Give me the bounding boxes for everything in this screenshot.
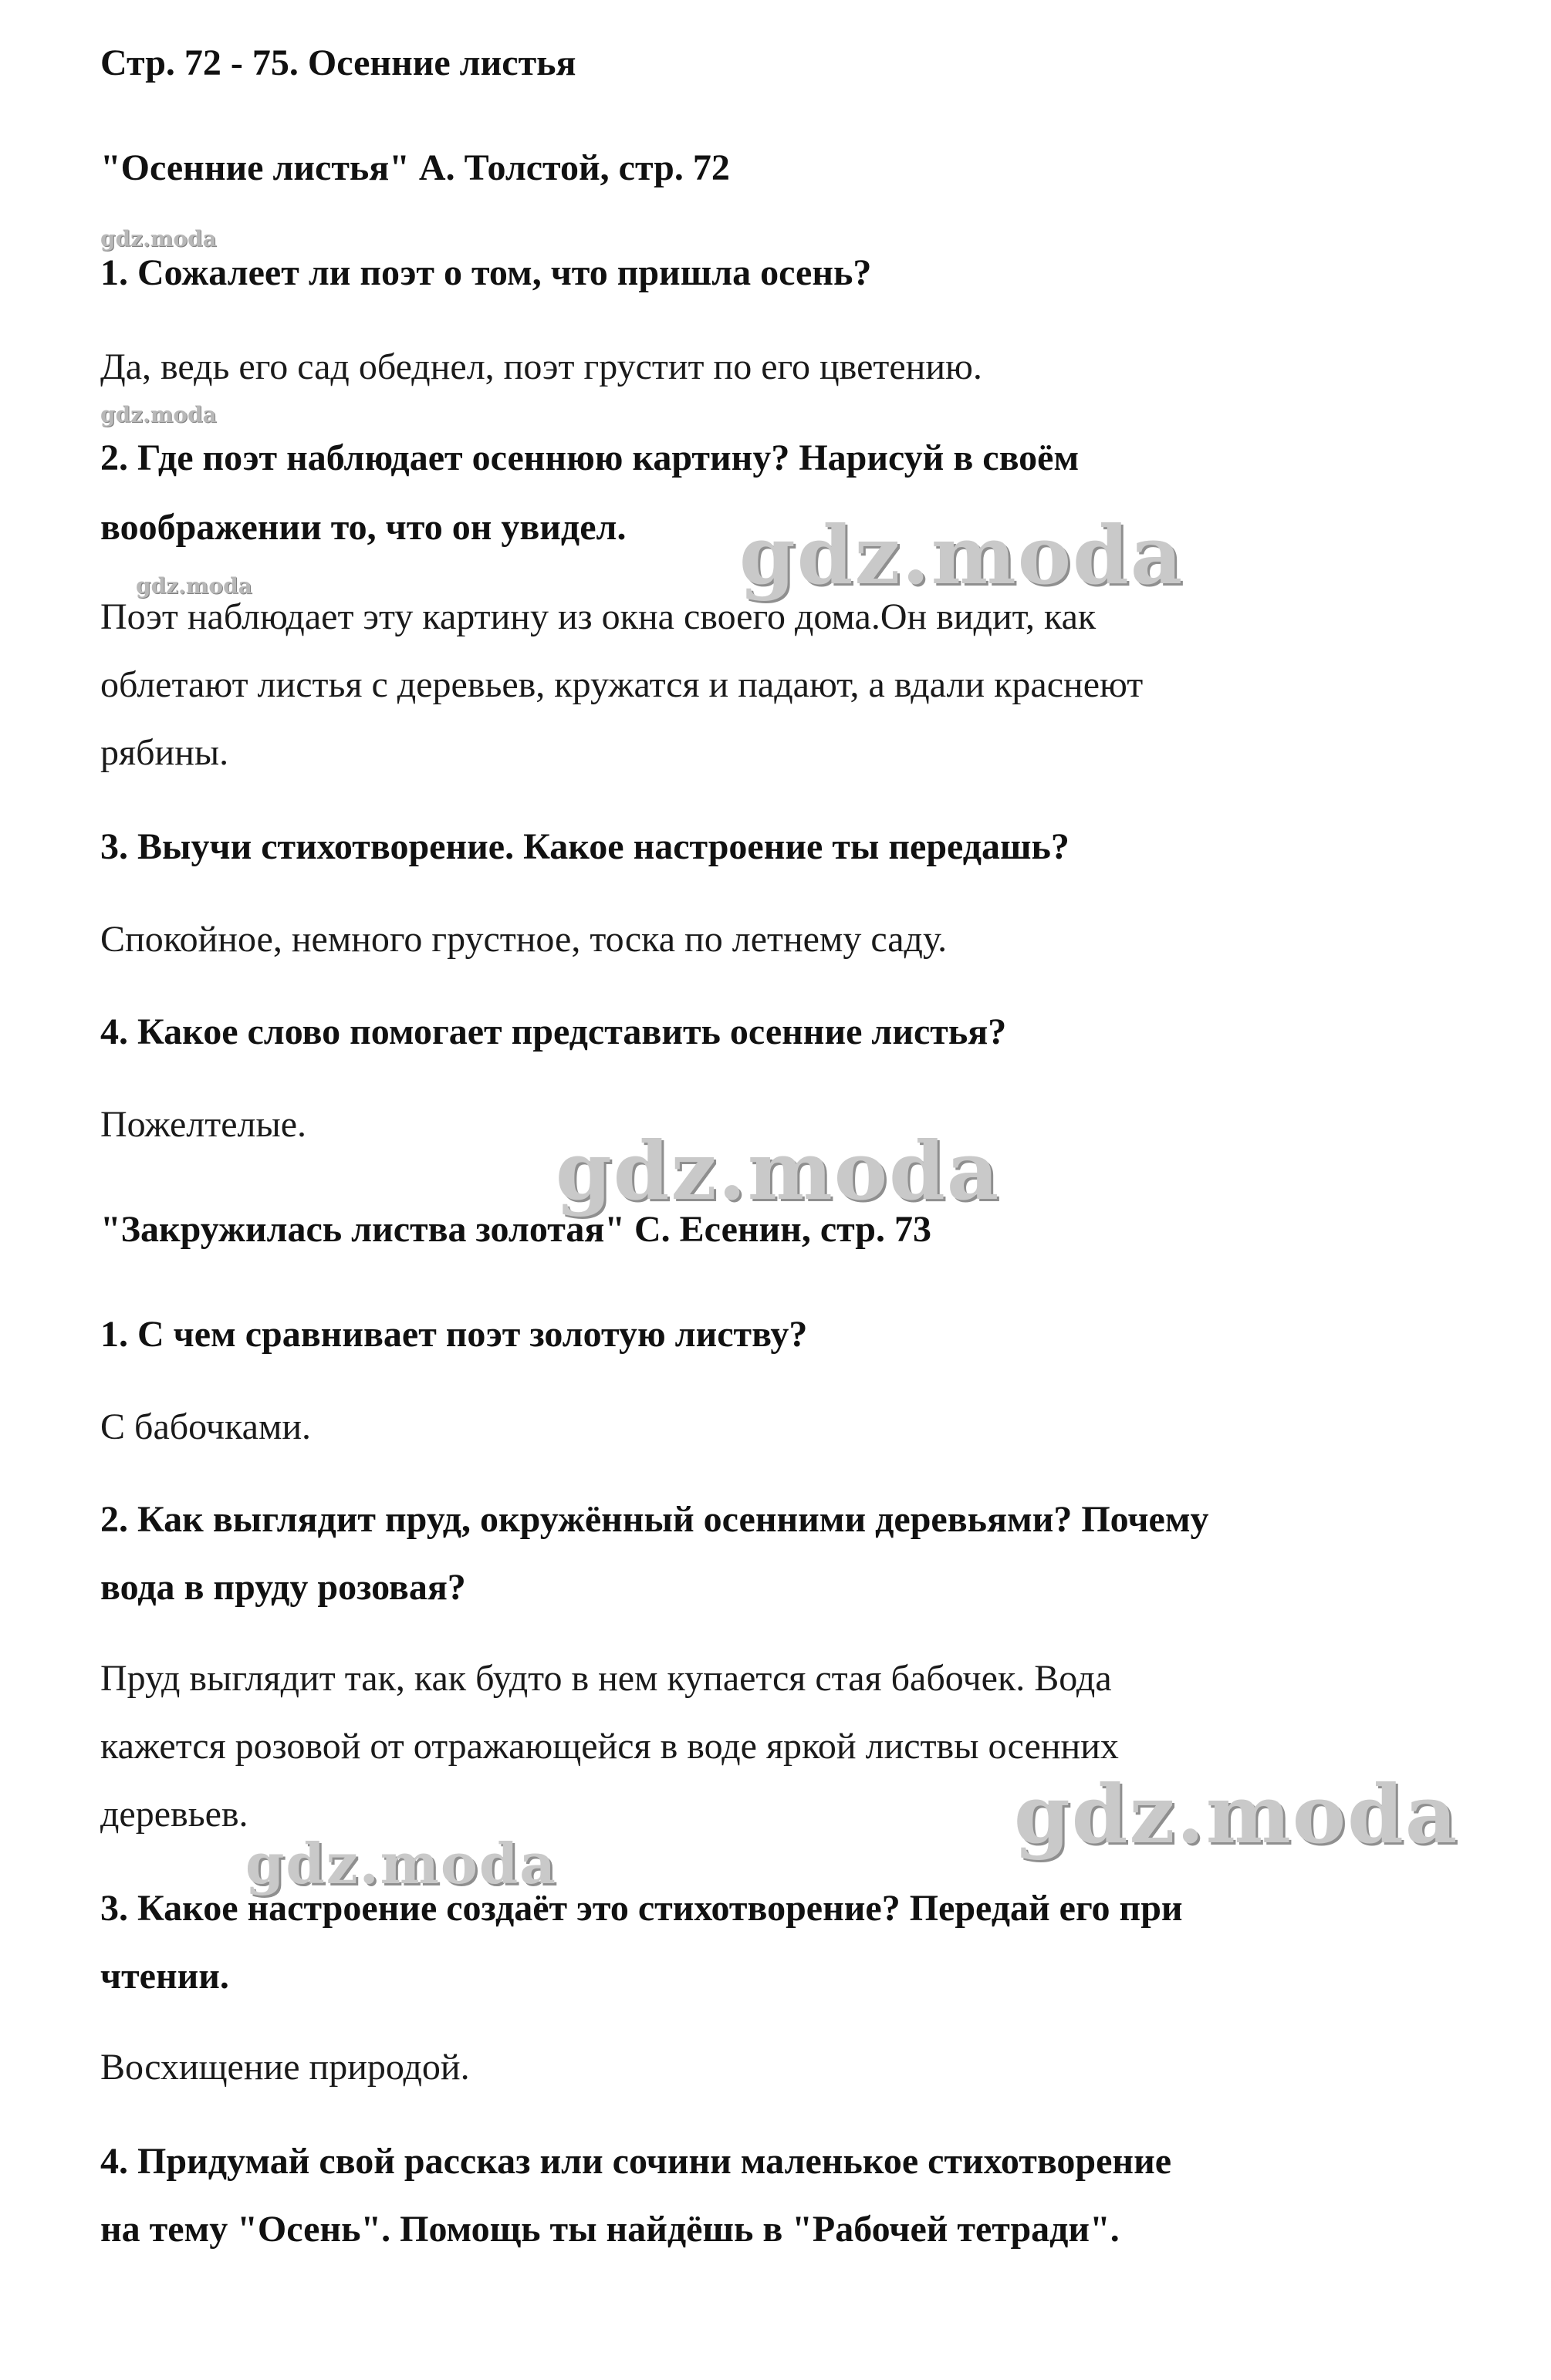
page-heading: Стр. 72 - 75. Осенние листья <box>100 42 576 83</box>
watermark-large-2: gdz.moda <box>556 1123 1001 1218</box>
answer-7: Восхищение природой. <box>100 2047 470 2088</box>
watermark-small-3: gdz.moda <box>136 573 252 599</box>
section-title-esenin: "Закружилась листва золотая" С. Есенин, стр. 73 <box>100 1209 931 1250</box>
watermark-small-2: gdz.moda <box>100 402 217 427</box>
answer-3: Спокойное, немного грустное, тоска по летнему саду. <box>100 919 948 960</box>
answer-2-line-3: рябины. <box>100 732 229 773</box>
answer-1: Да, ведь его сад обеднел, поэт грустит по его цветению. <box>100 346 982 387</box>
section-title-tolstoy: "Осенние листья" А. Толстой, стр. 72 <box>100 147 730 188</box>
answer-2-line-1: Поэт наблюдает эту картину из окна своего дома.Он видит, как <box>100 596 1097 637</box>
answer-4: Пожелтелые. <box>100 1104 307 1145</box>
answer-6-line-3: деревьев. <box>100 1794 248 1835</box>
question-5: 1. С чем сравнивает поэт золотую листву? <box>100 1314 808 1355</box>
question-7-line-1: 3. Какое настроение создаёт это стихотворение? Передай его при <box>100 1888 1183 1929</box>
watermark-large-1: gdz.moda <box>739 508 1184 603</box>
answer-2-line-2: облетают листья с деревьев, кружатся и падают, а вдали краснеют <box>100 664 1144 705</box>
watermark-large-4: gdz.moda <box>245 1831 557 1896</box>
question-6-line-1: 2. Как выглядит пруд, окружённый осенними деревьями? Почему <box>100 1499 1209 1540</box>
question-8-line-1: 4. Придумай свой рассказ или сочини маленькое стихотворение <box>100 2141 1172 2182</box>
answer-6-line-1: Пруд выглядит так, как будто в нем купается стая бабочек. Вода <box>100 1658 1112 1699</box>
question-1: 1. Сожалеет ли поэт о том, что пришла осень? <box>100 252 872 293</box>
question-7-line-2: чтении. <box>100 1956 229 1997</box>
answer-5: С бабочками. <box>100 1406 312 1447</box>
question-2-line-2: воображении то, что он увидел. <box>100 507 627 548</box>
question-3: 3. Выучи стихотворение. Какое настроение ты передашь? <box>100 826 1069 867</box>
question-8-line-2: на тему "Осень". Помощь ты найдёшь в "Рабочей тетради". <box>100 2209 1120 2250</box>
question-6-line-2: вода в пруду розовая? <box>100 1567 466 1608</box>
watermark-small-1: gdz.moda <box>100 226 217 252</box>
question-4: 4. Какое слово помогает представить осенние листья? <box>100 1011 1007 1052</box>
watermark-large-3: gdz.moda <box>1014 1767 1459 1862</box>
question-2-line-1: 2. Где поэт наблюдает осеннюю картину? Нарисуй в своём <box>100 437 1080 478</box>
answer-6-line-2: кажется розовой от отражающейся в воде яркой листвы осенних <box>100 1726 1119 1767</box>
